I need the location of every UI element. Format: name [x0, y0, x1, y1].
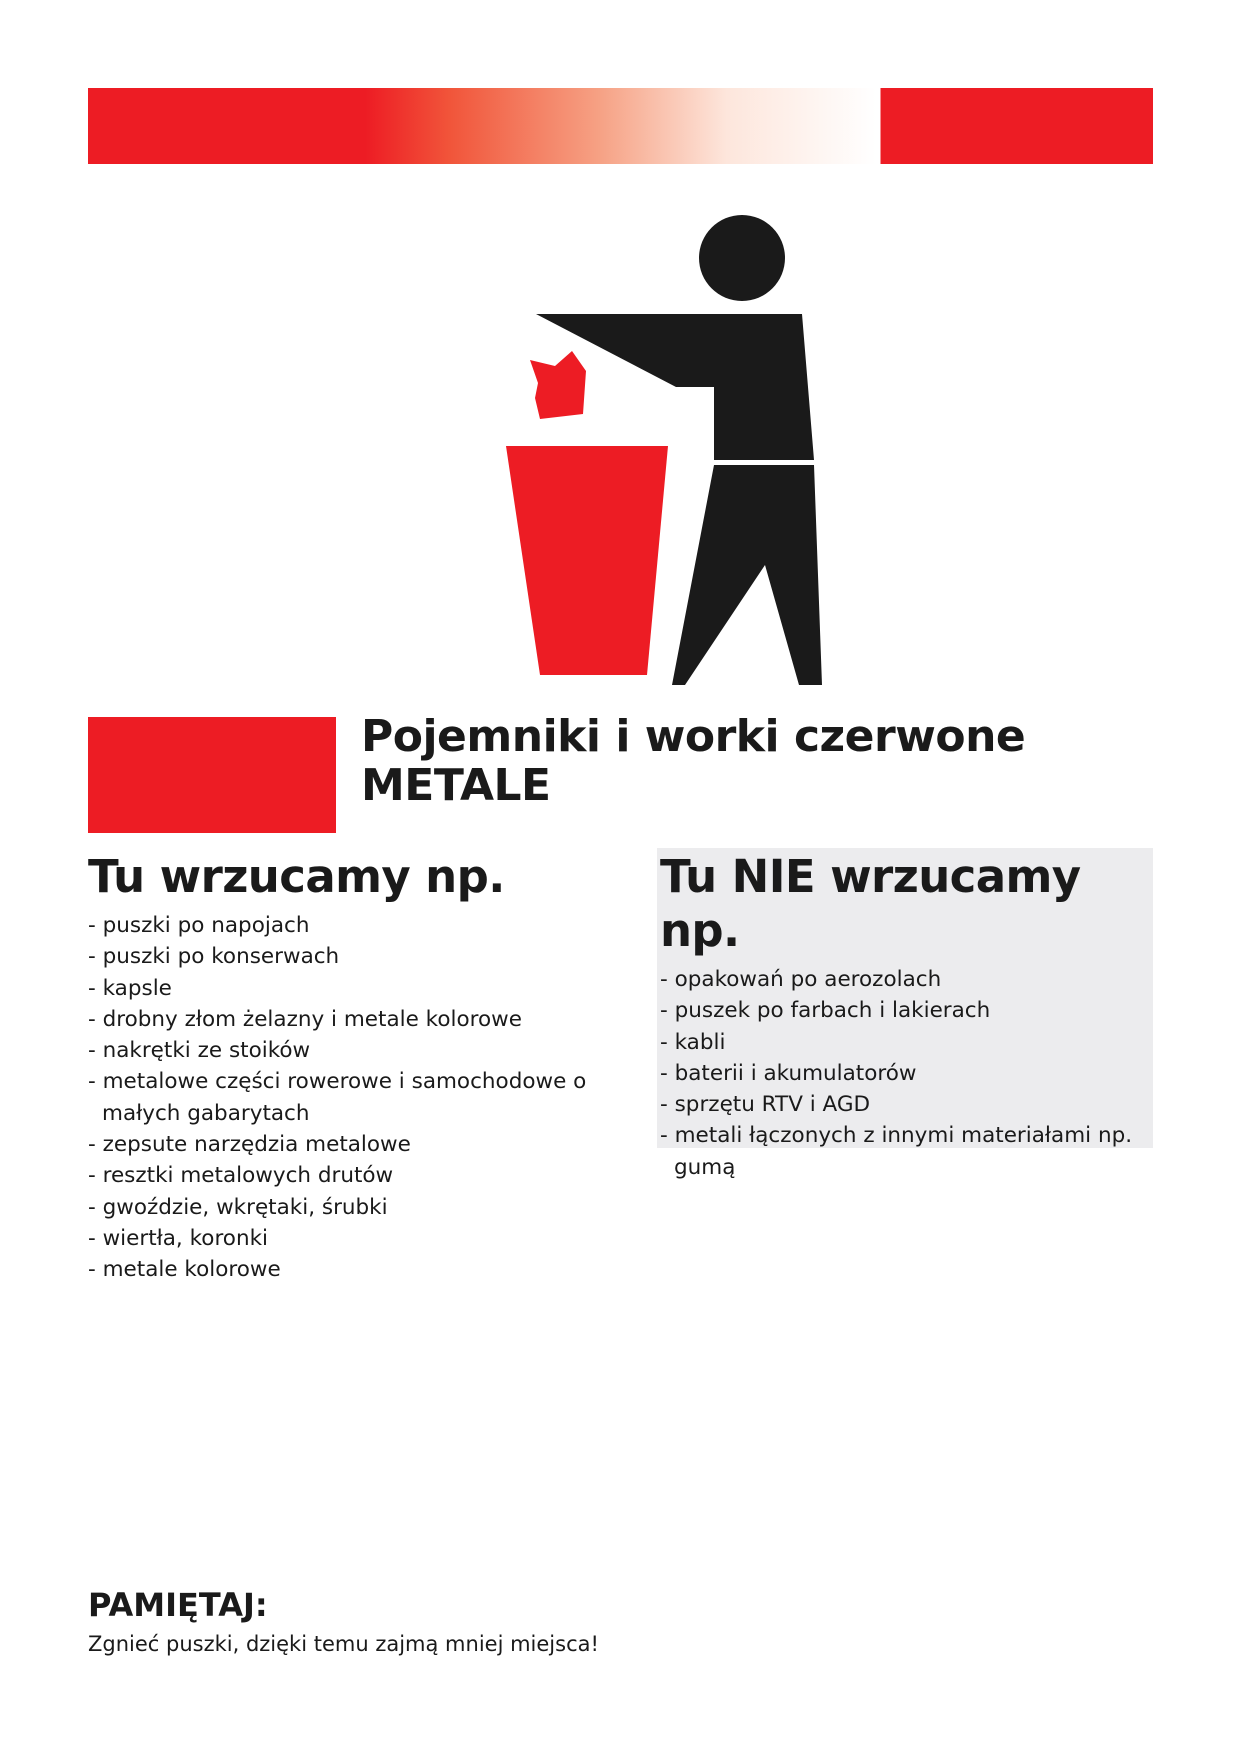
reminder-heading: PAMIĘTAJ: — [88, 1586, 268, 1624]
list-item: - gwoździe, wkrętaki, śrubki — [88, 1194, 388, 1220]
tidyman-pictogram-icon — [500, 215, 830, 685]
list-item: - metale kolorowe — [88, 1257, 281, 1283]
list-item: - baterii i akumulatorów — [660, 1060, 917, 1086]
title-red-block — [88, 717, 336, 833]
allowed-list — [88, 910, 628, 1286]
title-line-1: Pojemniki i worki czerwone — [361, 711, 1026, 762]
list-item: - kapsle — [88, 975, 172, 1001]
page-title — [361, 712, 1025, 810]
reminder-text: Zgnieć puszki, dzięki temu zajmą mniej miejsca! — [88, 1632, 599, 1656]
list-item: - opakowań po aerozolach — [660, 967, 942, 992]
list-item: - puszek po farbach i lakierach — [660, 998, 991, 1024]
figure-head — [699, 215, 785, 301]
trash-bin — [506, 446, 668, 675]
list-item: - wiertła, koronki — [88, 1225, 269, 1251]
list-item: - puszki po napojach — [88, 913, 310, 938]
list-item: - drobny złom żelazny i metale kolorowe — [88, 1006, 522, 1032]
list-item: - resztki metalowych drutów — [88, 1163, 394, 1189]
allowed-heading: Tu wrzucamy np. — [88, 850, 505, 903]
list-item: - sprzętu RTV i AGD — [660, 1092, 871, 1118]
list-item: - kabli — [660, 1029, 726, 1055]
list-item: - puszki po konserwach — [88, 944, 340, 970]
list-item: - metali łączonych z innymi materiałami np. gumą — [660, 1123, 1133, 1180]
figure-legs — [672, 465, 822, 685]
forbidden-list — [660, 964, 1150, 1183]
forbidden-section — [660, 850, 1150, 1183]
list-item: - nakrętki ze stoików — [88, 1038, 311, 1064]
reminder-section — [88, 1585, 599, 1659]
forbidden-heading: Tu NIE wrzucamy np. — [660, 850, 1081, 957]
list-item: - zepsute narzędzia metalowe — [88, 1132, 411, 1158]
title-line-2: METALE — [361, 760, 551, 811]
top-gradient-bar — [88, 88, 1153, 164]
paper-scrap — [530, 351, 586, 419]
allowed-section — [88, 850, 628, 1286]
list-item: - metalowe części rowerowe i samochodowe o małych gabarytach — [88, 1069, 587, 1126]
